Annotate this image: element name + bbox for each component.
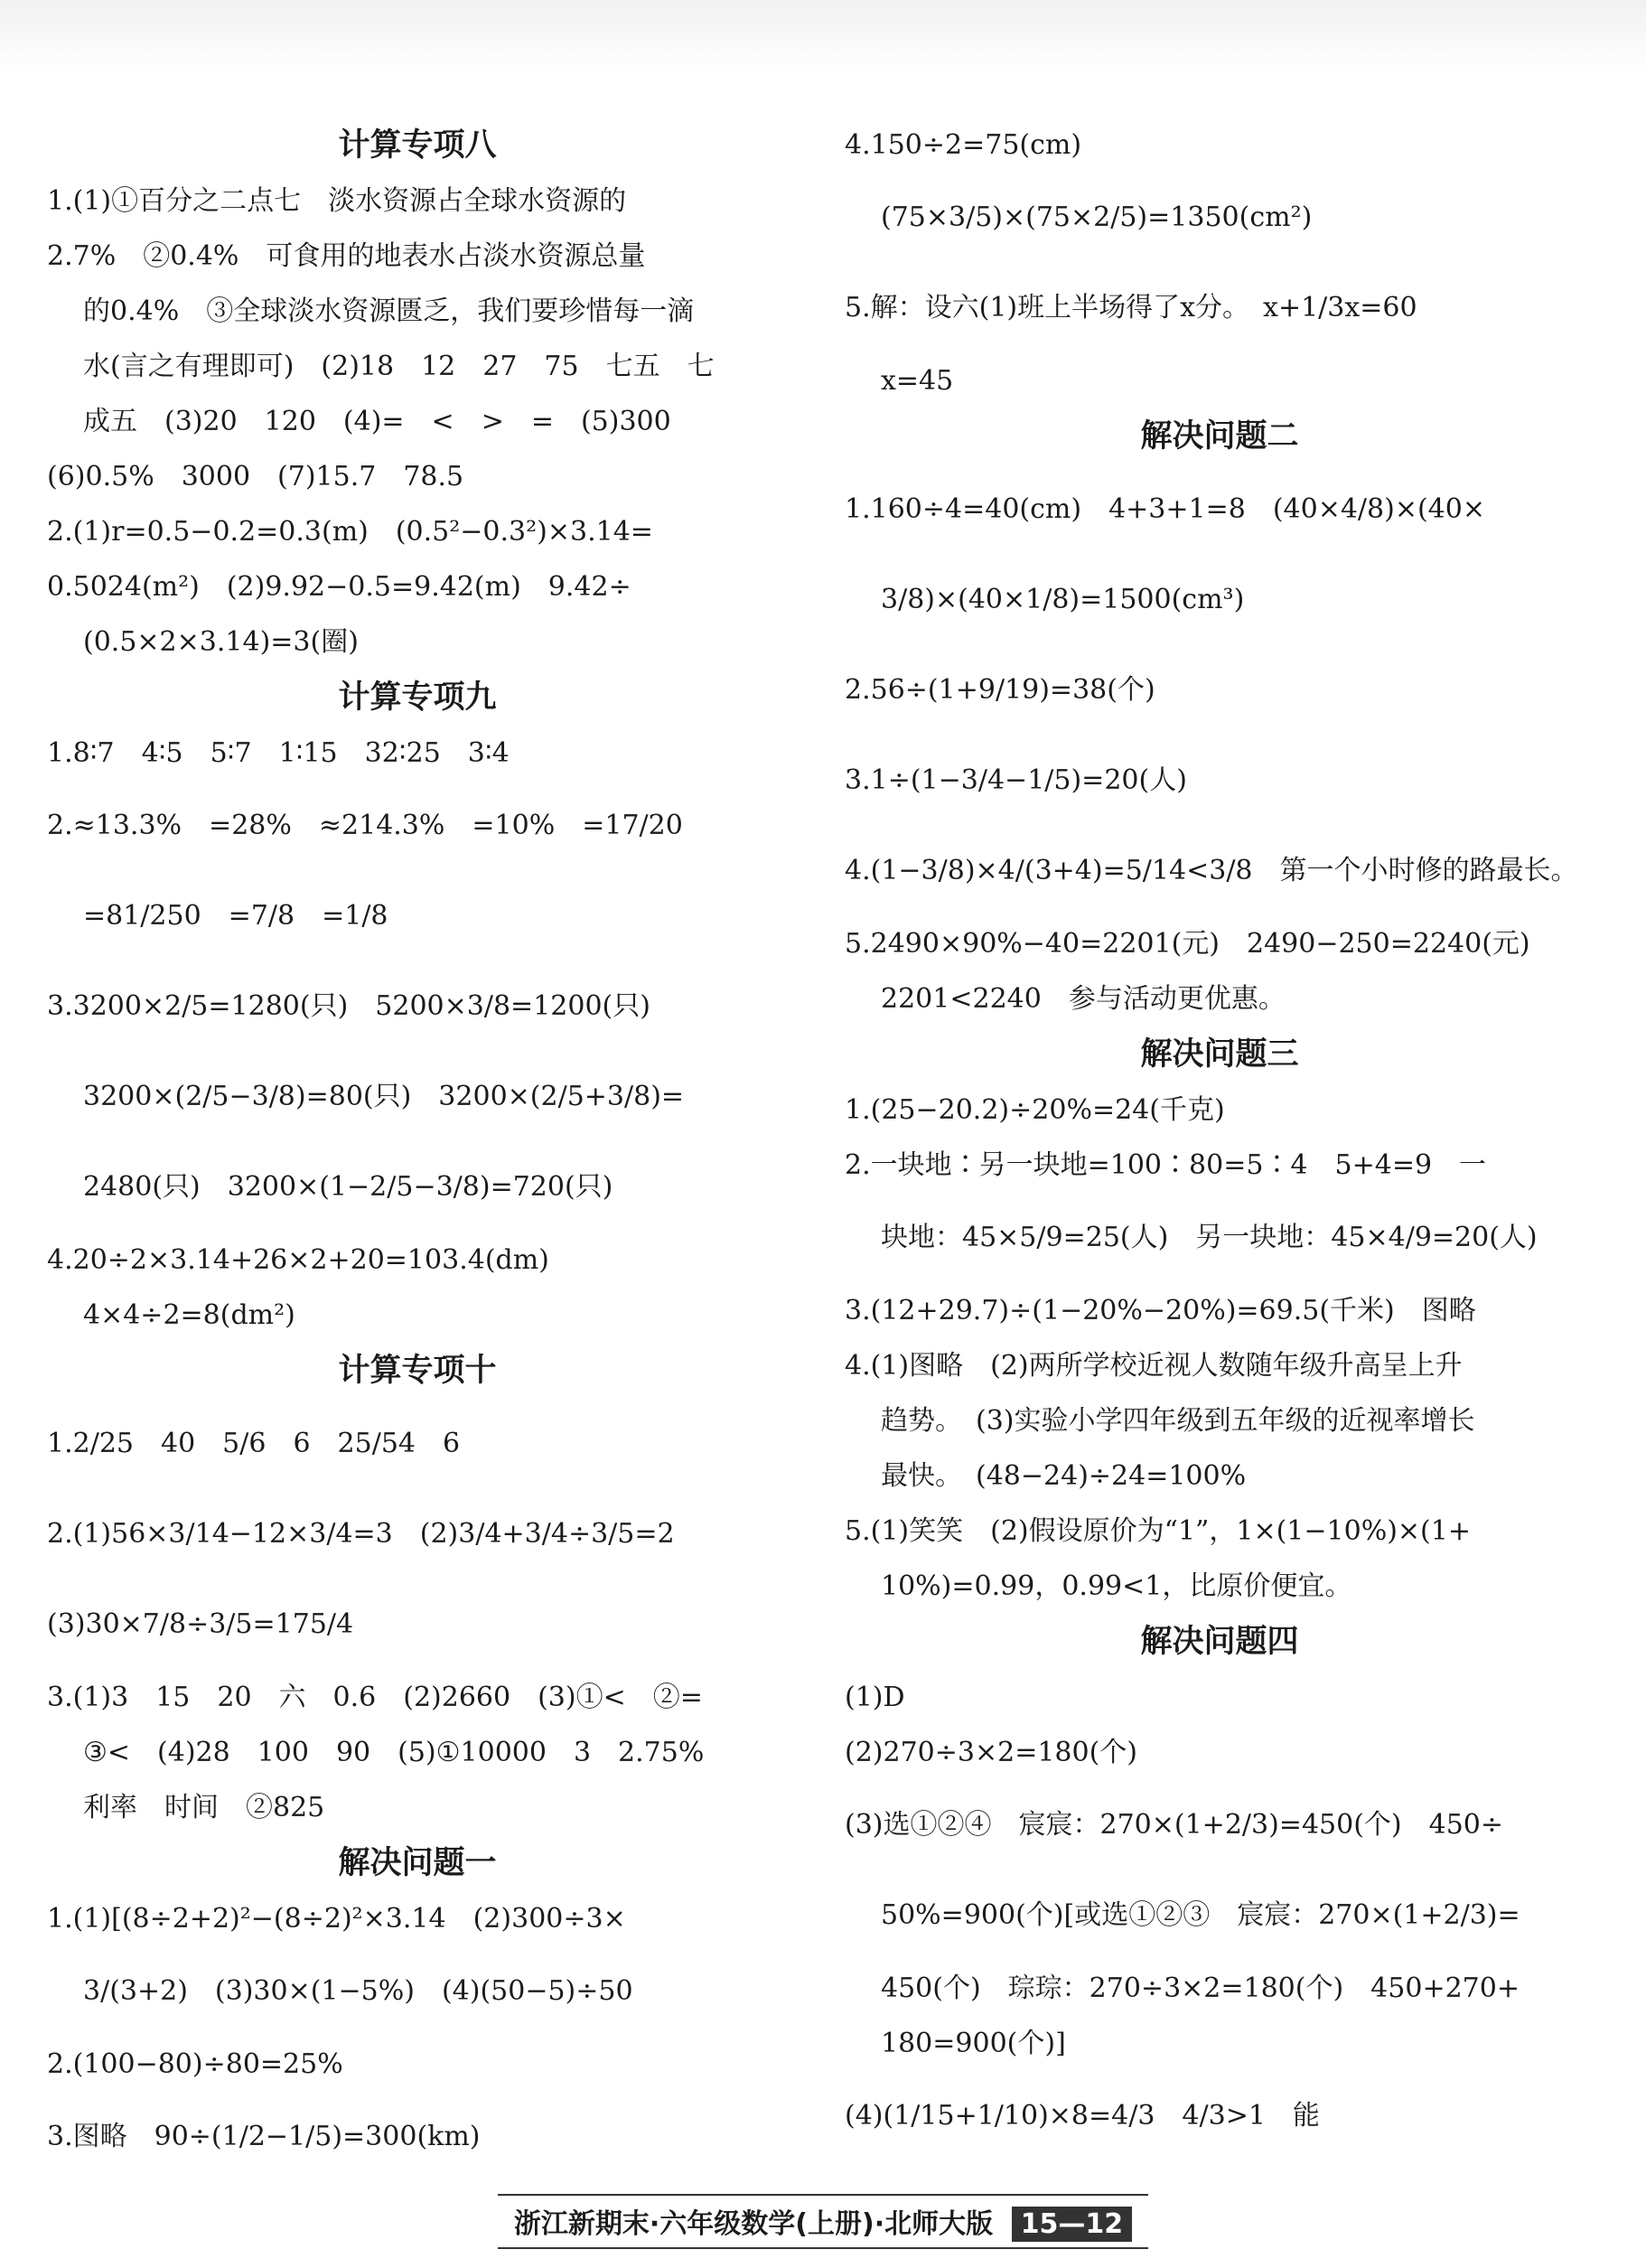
- answer-section: [845, 1614, 1595, 2161]
- scan-top-band: [0, 0, 1646, 72]
- section-title: 解决问题三: [1140, 1036, 1299, 1073]
- answer-line: (3)30×7/8÷3/5=175/4: [47, 1608, 354, 1640]
- answer-line: 3/8)×(40×1/8)=1500(cm³): [881, 584, 1245, 615]
- answer-line: (4)(1/15+1/10)×8=4/3 4/3>1 能: [845, 2100, 1320, 2132]
- section-title: 计算专项九: [338, 679, 497, 716]
- answer-line: 2201<2240 参与活动更优惠。: [881, 983, 1286, 1015]
- answer-line: 2.≈13.3% =28% ≈214.3% =10% =17/20: [47, 810, 683, 841]
- answer-line: 2.(1)r=0.5−0.2=0.3(m) (0.5²−0.3²)×3.14=: [47, 516, 653, 548]
- answer-line: 3.(12+29.7)÷(1−20%−20%)=69.5(千米) 图略: [845, 1295, 1476, 1326]
- answer-line: 1.160÷4=40(cm) 4+3+1=8 (40×4/8)×(40×: [845, 493, 1485, 525]
- footer-book-title: [498, 2194, 1148, 2249]
- answer-line: 5.2490×90%−40=2201(元) 2490−250=2240(元): [845, 928, 1530, 960]
- answer-line: 180=900(个)]: [881, 2028, 1066, 2059]
- answer-line: 最快。 (48−24)÷24=100%: [881, 1460, 1247, 1492]
- answer-line: 450(个) 琮琮：270÷3×2=180(个) 450+270+: [881, 1973, 1520, 2004]
- answer-line: 3.3200×2/5=1280(只) 5200×3/8=1200(只): [47, 990, 650, 1022]
- answer-line: x=45: [881, 365, 954, 397]
- answer-line: (75×3/5)×(75×2/5)=1350(cm²): [881, 201, 1313, 233]
- answer-section: [47, 1343, 788, 1835]
- answer-line: 趋势。 (3)实验小学四年级到五年级的近视率增长: [881, 1405, 1475, 1437]
- page-number: 15—12: [1012, 2207, 1133, 2242]
- answer-line: (1)D: [845, 1682, 905, 1713]
- answer-line: 1.(1)[(8÷2+2)²−(8÷2)²×3.14 (2)300÷3×: [47, 1903, 626, 1935]
- answer-line: 4.150÷2=75(cm): [845, 129, 1082, 161]
- answer-line: 水(言之有理即可) (2)18 12 27 75 七五 七: [83, 351, 715, 382]
- answer-section: [845, 1026, 1595, 1614]
- answer-line: 4×4÷2=8(dm²): [83, 1299, 295, 1331]
- answer-line: 2.56÷(1+9/19)=38(个): [845, 674, 1155, 706]
- answer-line: (2)270÷3×2=180(个): [845, 1737, 1138, 1768]
- answer-line: =81/250 =7/8 =1/8: [83, 900, 388, 932]
- answer-line: 3.图略 90÷(1/2−1/5)=300(km): [47, 2121, 481, 2152]
- answer-line: 2.(1)56×3/14−12×3/4=3 (2)3/4+3/4÷3/5=2: [47, 1518, 675, 1550]
- answer-line: 1.(1)①百分之二点七 淡水资源占全球水资源的: [47, 185, 627, 217]
- answer-line: 利率 时间 ②825: [83, 1792, 325, 1823]
- answer-line: 4.20÷2×3.14+26×2+20=103.4(dm): [47, 1244, 549, 1276]
- answer-line: (6)0.5% 3000 (7)15.7 78.5: [47, 461, 464, 492]
- answer-line: 10%)=0.99，0.99<1，比原价便宜。: [881, 1570, 1352, 1602]
- answer-line: 50%=900(个)[或选①②③ 宸宸：270×(1+2/3)=: [881, 1899, 1520, 1931]
- answer-section: [845, 408, 1595, 1026]
- right-column: [845, 117, 1595, 2161]
- answer-line: 3200×(2/5−3/8)=80(只) 3200×(2/5+3/8)=: [83, 1081, 685, 1112]
- section-title: 解决问题一: [338, 1845, 497, 1881]
- footer-text: 浙江新期末·六年级数学(上册)·北师大版: [513, 2208, 994, 2240]
- answer-line: 2.7% ②0.4% 可食用的地表水占淡水资源总量: [47, 240, 646, 272]
- section-title: 计算专项八: [338, 127, 497, 164]
- answer-line: 2480(只) 3200×(1−2/5−3/8)=720(只): [83, 1171, 613, 1203]
- answer-line: 1.(25−20.2)÷20%=24(千克): [845, 1094, 1225, 1126]
- left-column: [47, 117, 788, 2182]
- answer-line: ③< (4)28 100 90 (5)①10000 3 2.75%: [83, 1737, 705, 1768]
- answer-line: 3/(3+2) (3)30×(1−5%) (4)(50−5)÷50: [83, 1975, 633, 2007]
- answer-line: 块地：45×5/9=25(人) 另一块地：45×4/9=20(人): [881, 1222, 1538, 1253]
- answer-line: 的0.4% ③全球淡水资源匮乏，我们要珍惜每一滴: [83, 295, 695, 327]
- section-title: 解决问题四: [1140, 1624, 1299, 1660]
- answer-line: 1.8∶7 4∶5 5∶7 1∶15 32∶25 3∶4: [47, 737, 510, 769]
- answer-line: 5.解：设六(1)班上半场得了x分。 x+1/3x=60: [845, 292, 1417, 323]
- answer-section: [47, 1835, 788, 2182]
- answer-section: [47, 117, 788, 670]
- answer-line: 成五 (3)20 120 (4)= < > = (5)300: [83, 406, 671, 437]
- answer-section: [47, 670, 788, 1343]
- answer-line: 4.(1)图略 (2)两所学校近视人数随年级升高呈上升: [845, 1350, 1463, 1382]
- answer-line: 4.(1−3/8)×4/(3+4)=5/14<3/8 第一个小时修的路最长。: [845, 855, 1578, 886]
- page-footer: [0, 2194, 1646, 2248]
- answer-line: 2.(100−80)÷80=25%: [47, 2048, 343, 2080]
- answer-line: 5.(1)笑笑 (2)假设原价为“1”，1×(1−10%)×(1+: [845, 1515, 1471, 1547]
- section-title: 解决问题二: [1140, 418, 1299, 455]
- answer-section: [845, 117, 1595, 408]
- answer-line: (3)选①②④ 宸宸：270×(1+2/3)=450(个) 450÷: [845, 1809, 1504, 1841]
- answer-line: 2.一块地∶另一块地=100∶80=5∶4 5+4=9 一: [845, 1149, 1487, 1181]
- answer-line: 3.1÷(1−3/4−1/5)=20(人): [845, 764, 1187, 796]
- answer-line: (0.5×2×3.14)=3(圈): [83, 626, 359, 658]
- answer-line: 1.2/25 40 5/6 6 25/54 6: [47, 1428, 461, 1459]
- answer-line: 3.(1)3 15 20 六 0.6 (2)2660 (3)①< ②=: [47, 1682, 703, 1713]
- section-title: 计算专项十: [338, 1353, 497, 1389]
- answer-line: 0.5024(m²) (2)9.92−0.5=9.42(m) 9.42÷: [47, 571, 631, 603]
